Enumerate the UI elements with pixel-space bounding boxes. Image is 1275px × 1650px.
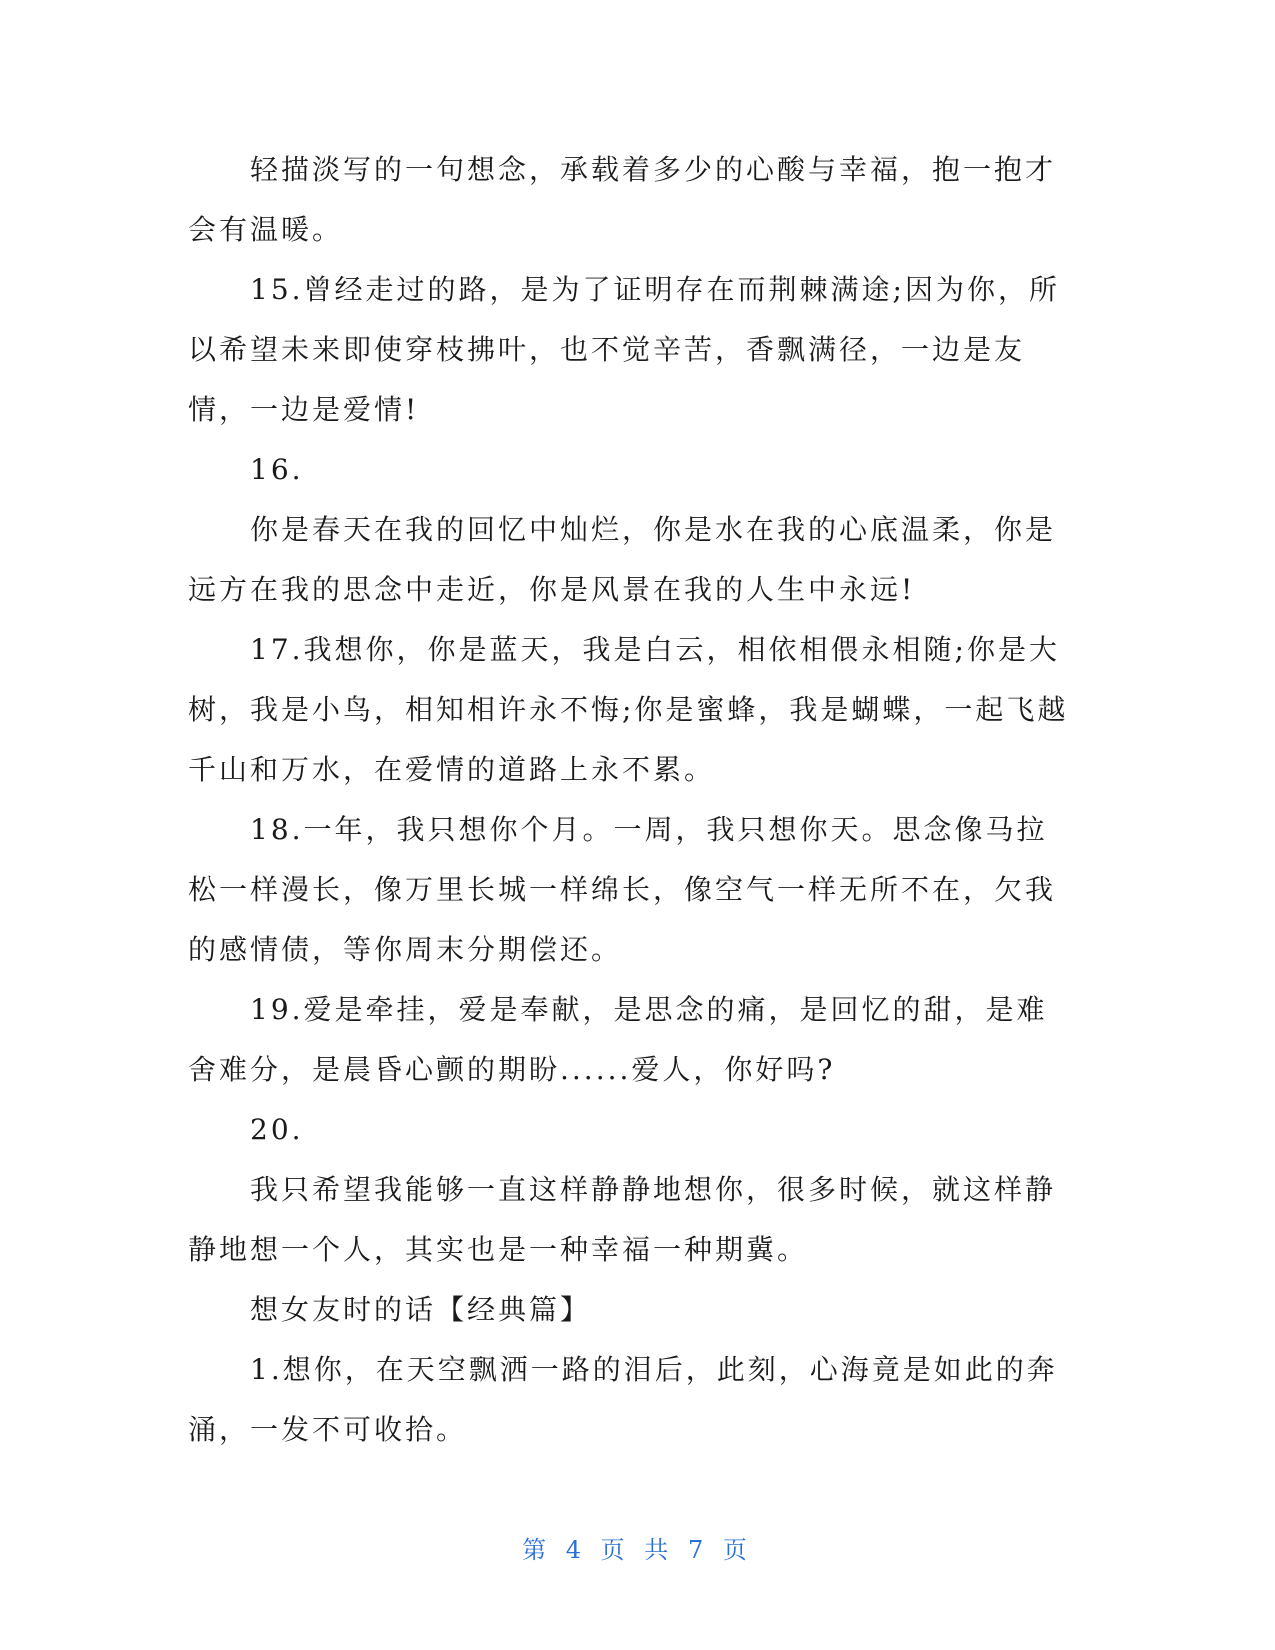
paragraph: 16. [250, 453, 304, 486]
paragraph: 20. [250, 1113, 304, 1146]
page-number-footer: 第 4 页 共 7 页 [522, 1536, 753, 1564]
section-heading: 想女友时的话【经典篇】 [250, 1293, 592, 1326]
paragraph: 19.爱是牵挂，爱是奉献，是思念的痛，是回忆的甜，是难舍难分，是晨昏心颤的期盼......爱人，你好吗? [188, 993, 1048, 1086]
paragraph: 17.我想你，你是蓝天，我是白云，相依相偎永相随;你是大树，我是小鸟，相知相许永不悔;你是蜜蜂，我是蝴蝶，一起飞越千山和万水，在爱情的道路上永不累。 [188, 633, 1069, 786]
paragraph: 轻描淡写的一句想念，承载着多少的心酸与幸福，抱一抱才会有温暖。 [188, 153, 1057, 246]
paragraph: 你是春天在我的回忆中灿烂，你是水在我的心底温柔，你是远方在我的思念中走近，你是风景在我的人生中永远! [188, 513, 1057, 606]
paragraph: 18.一年，我只想你个月。一周，我只想你天。思念像马拉松一样漫长，像万里长城一样绵长，像空气一样无所不在，欠我的感情债，等你周末分期偿还。 [188, 813, 1057, 966]
document-body [188, 140, 1076, 1460]
paragraph: 我只希望我能够一直这样静静地想你，很多时候，就这样静静地想一个人，其实也是一种幸福一种期冀。 [188, 1173, 1057, 1266]
paragraph: 15.曾经走过的路，是为了证明存在而荆棘满途;因为你，所以希望未来即使穿枝拂叶，也不觉辛苦，香飘满径，一边是友情，一边是爱情! [188, 273, 1060, 426]
paragraph: 1.想你，在天空飘洒一路的泪后，此刻，心海竟是如此的奔涌，一发不可收拾。 [188, 1353, 1058, 1446]
